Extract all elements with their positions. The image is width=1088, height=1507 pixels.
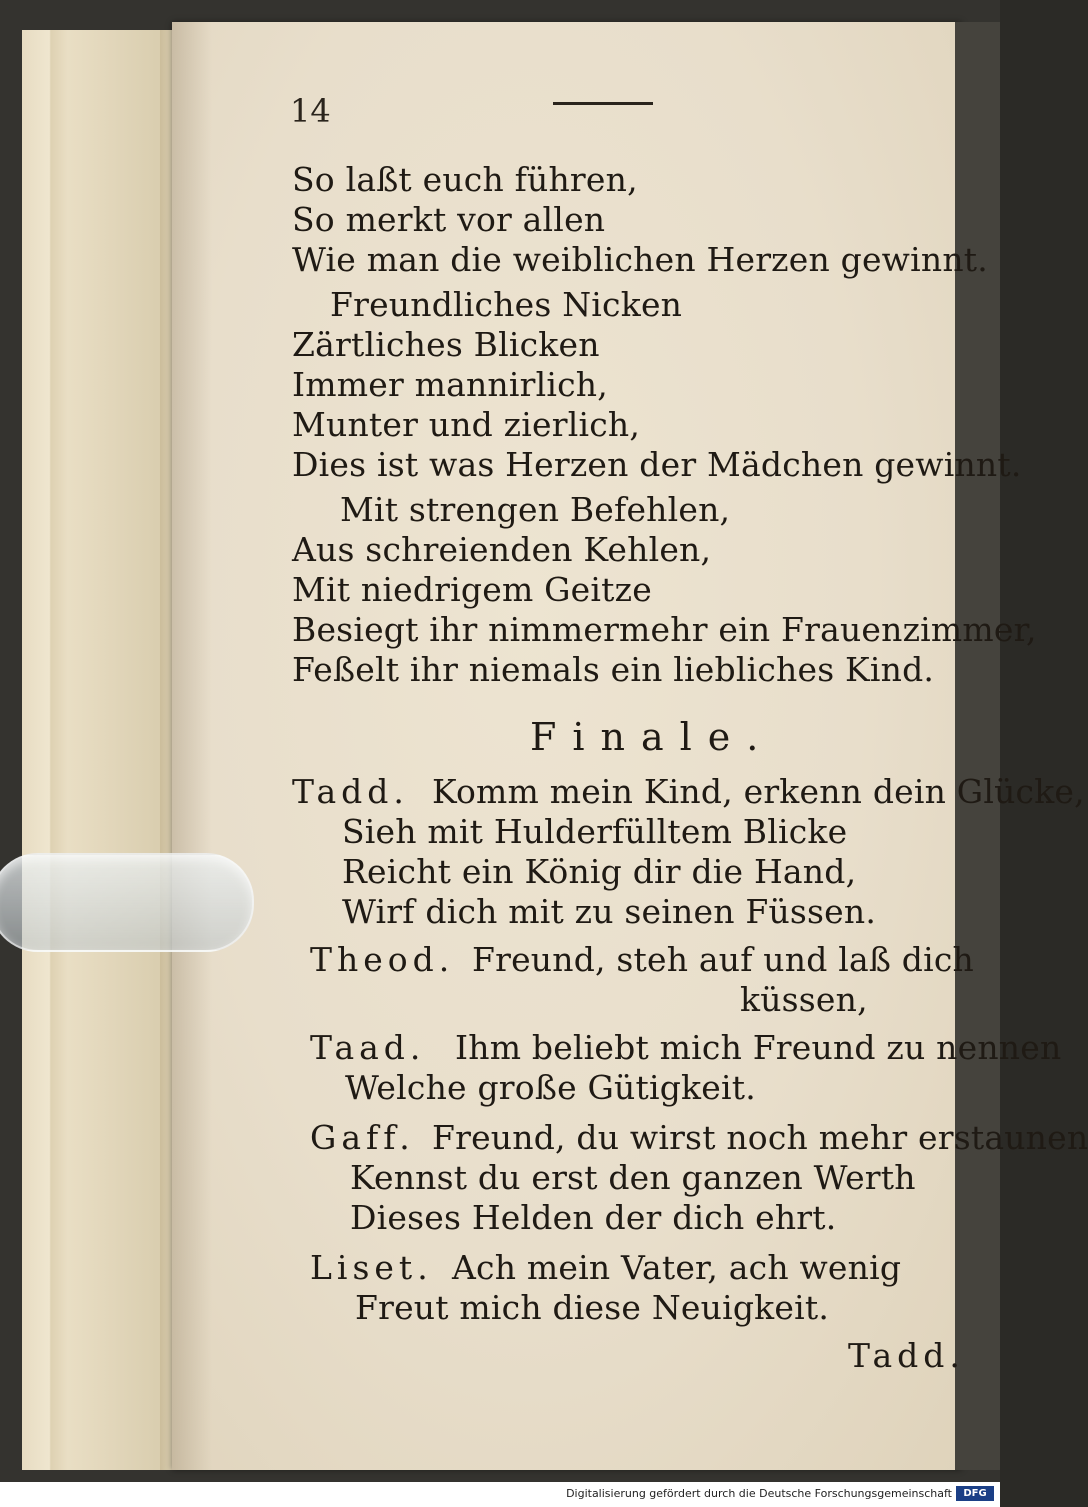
verse-line: Freundliches Nicken <box>330 285 683 324</box>
speaker-name: Liset. <box>310 1248 433 1287</box>
dialogue-line: Ihm beliebt mich Freund zu nennen <box>455 1028 1062 1067</box>
speaker-name: Taad. <box>310 1028 426 1067</box>
verse-line: Immer mannirlich, <box>292 365 608 404</box>
dialogue-line: Wirf dich mit zu seinen Füssen. <box>342 892 877 931</box>
dialogue-line: Sieh mit Hulderfülltem Blicke <box>342 812 848 851</box>
dialogue-line: Dieses Helden der dich ehrt. <box>350 1198 837 1237</box>
verse-line: Wie man die weiblichen Herzen gewinnt. <box>292 240 988 279</box>
speaker-name: Tadd. <box>292 772 409 811</box>
speaker-name: Theod. <box>310 940 455 979</box>
verse-line: So merkt vor allen <box>292 200 606 239</box>
glass-page-holder <box>0 853 254 952</box>
dialogue-line: Ach mein Vater, ach wenig <box>452 1248 902 1287</box>
dialogue-line: Freut mich diese Neuigkeit. <box>355 1288 830 1327</box>
verse-line: Besiegt ihr nimmermehr ein Frauenzimmer, <box>292 610 1037 649</box>
verse-line: Feßelt ihr niemals ein liebliches Kind. <box>292 650 935 689</box>
dialogue-line: Welche große Gütigkeit. <box>345 1068 756 1107</box>
page-gutter-shadow <box>172 22 212 1470</box>
dialogue-line: Kennst du erst den ganzen Werth <box>350 1158 916 1197</box>
dialogue-line: Reicht ein König dir die Hand, <box>342 852 857 891</box>
dialogue-line: küssen, <box>740 980 868 1019</box>
verse-line: So laßt euch führen, <box>292 160 638 199</box>
underlying-pages <box>22 30 174 1470</box>
dfg-logo-icon: DFG <box>956 1486 994 1501</box>
dialogue-line: Freund, steh auf und laß dich <box>472 940 975 979</box>
dialogue-line: Freund, du wirst noch mehr erstaunen <box>432 1118 1088 1157</box>
dialogue-line: Komm mein Kind, erkenn dein Glücke, <box>432 772 1085 811</box>
footer-bar <box>0 1482 1000 1507</box>
verse-line: Zärtliches Blicken <box>292 325 600 364</box>
verse-line: Dies ist was Herzen der Mädchen gewinnt. <box>292 445 1022 484</box>
header-rule <box>553 102 653 105</box>
page-number: 14 <box>290 92 331 130</box>
verse-line: Aus schreienden Kehlen, <box>292 530 712 569</box>
speaker-name: Gaff. <box>310 1118 415 1157</box>
verse-line: Mit strengen Befehlen, <box>340 490 731 529</box>
section-title: Finale. <box>530 715 775 759</box>
funding-credit: Digitalisierung gefördert durch die Deutsche Forschungsgemeinschaft <box>566 1487 952 1500</box>
verse-line: Munter und zierlich, <box>292 405 641 444</box>
catchword: Tadd. <box>848 1336 965 1375</box>
verse-line: Mit niedrigem Geitze <box>292 570 652 609</box>
